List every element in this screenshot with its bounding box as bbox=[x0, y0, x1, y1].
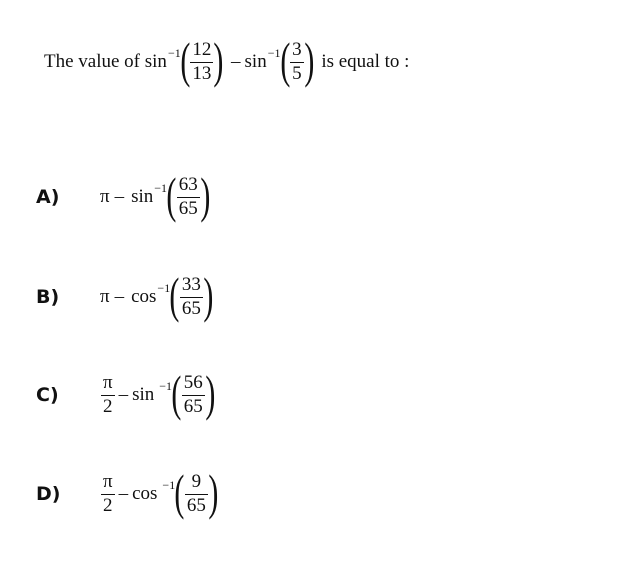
option-letter: C) bbox=[36, 384, 59, 406]
question-text bbox=[44, 34, 409, 90]
inverse-superscript: −1 bbox=[157, 280, 171, 295]
pi-over-2 bbox=[101, 472, 115, 517]
left-paren: ( bbox=[180, 32, 191, 88]
pi-over-2 bbox=[101, 373, 115, 418]
left-paren: ( bbox=[169, 267, 180, 323]
minus-sign: – bbox=[231, 51, 241, 72]
minus-sign: – bbox=[118, 384, 129, 405]
denominator: 65 bbox=[181, 297, 201, 319]
denominator: 65 bbox=[183, 395, 203, 417]
inverse-superscript-2: −1 bbox=[267, 45, 281, 60]
fraction bbox=[185, 472, 208, 517]
pi-symbol: π bbox=[100, 286, 110, 307]
option-b[interactable] bbox=[36, 267, 214, 323]
numerator: 12 bbox=[192, 38, 212, 60]
numerator: 63 bbox=[178, 173, 198, 195]
numerator: 56 bbox=[183, 371, 203, 393]
function-name: cos bbox=[132, 483, 158, 504]
left-paren: ( bbox=[166, 167, 177, 223]
inverse-superscript: −1 bbox=[159, 378, 173, 393]
denominator: 65 bbox=[178, 197, 198, 219]
denominator: 2 bbox=[103, 494, 113, 516]
fraction bbox=[177, 175, 200, 220]
fraction-3-5 bbox=[290, 40, 304, 85]
numerator-2: 3 bbox=[292, 38, 302, 60]
right-paren: ) bbox=[205, 365, 216, 421]
question-prefix: The value of sin bbox=[44, 51, 167, 72]
option-c[interactable] bbox=[36, 365, 216, 421]
fraction-12-13 bbox=[190, 40, 213, 85]
pi-symbol: π bbox=[100, 186, 110, 207]
fraction bbox=[182, 373, 205, 418]
right-paren-2: ) bbox=[303, 32, 314, 88]
option-expression bbox=[100, 365, 216, 421]
denominator: 13 bbox=[192, 62, 212, 84]
option-letter: A) bbox=[36, 186, 60, 208]
right-paren: ) bbox=[203, 267, 214, 323]
fraction bbox=[180, 275, 203, 320]
option-expression bbox=[100, 464, 219, 520]
option-letter: D) bbox=[36, 483, 61, 505]
option-d[interactable] bbox=[36, 464, 219, 520]
minus-sign: – bbox=[114, 286, 125, 307]
minus-sign: – bbox=[114, 186, 125, 207]
option-expression bbox=[100, 167, 211, 223]
minus-sign: – bbox=[118, 483, 129, 504]
option-expression bbox=[100, 267, 214, 323]
denominator: 65 bbox=[186, 494, 206, 516]
function-name: sin bbox=[131, 186, 154, 207]
left-paren: ( bbox=[174, 464, 185, 520]
denominator: 2 bbox=[103, 395, 113, 417]
function-name: sin bbox=[132, 384, 155, 405]
denominator-2: 5 bbox=[292, 62, 302, 84]
option-letter: B) bbox=[36, 286, 60, 308]
option-a[interactable] bbox=[36, 167, 211, 223]
function-name: cos bbox=[131, 286, 157, 307]
function-sin: sin bbox=[244, 51, 267, 72]
left-paren: ( bbox=[171, 365, 182, 421]
left-paren-2: ( bbox=[279, 32, 290, 88]
inverse-superscript: −1 bbox=[154, 180, 168, 195]
question-suffix: is equal to : bbox=[321, 51, 410, 72]
right-paren: ) bbox=[200, 167, 211, 223]
inverse-superscript: −1 bbox=[162, 477, 176, 492]
numerator: π bbox=[103, 371, 113, 393]
right-paren: ) bbox=[208, 464, 219, 520]
numerator: π bbox=[103, 470, 113, 492]
numerator: 9 bbox=[191, 470, 202, 492]
numerator: 33 bbox=[181, 273, 201, 295]
inverse-superscript: −1 bbox=[167, 45, 181, 60]
right-paren: ) bbox=[213, 32, 224, 88]
